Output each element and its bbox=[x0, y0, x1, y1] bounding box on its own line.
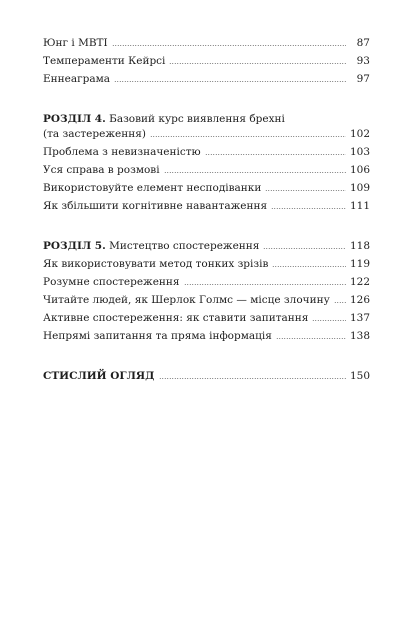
dot-leader bbox=[159, 377, 346, 380]
toc-entry-page: 122 bbox=[349, 276, 370, 288]
toc-entry-page: 109 bbox=[349, 182, 370, 194]
toc-entry-line bbox=[43, 369, 370, 384]
toc-entry-line bbox=[43, 127, 370, 142]
dot-leader bbox=[112, 44, 346, 47]
toc-entry-title: Як збільшити когнітивне навантаження bbox=[43, 200, 268, 212]
dot-leader bbox=[265, 189, 346, 192]
toc-entry-line bbox=[43, 311, 370, 326]
dot-leader bbox=[169, 62, 346, 65]
toc-entry-page: 111 bbox=[349, 200, 370, 212]
dot-leader bbox=[205, 153, 346, 156]
dot-leader bbox=[276, 337, 346, 340]
dot-leader bbox=[114, 80, 346, 83]
dot-leader bbox=[271, 207, 346, 210]
toc-entry-page: 118 bbox=[349, 240, 370, 252]
toc-entry-title: Темпераменти Кейрсі bbox=[43, 55, 166, 67]
toc-entry-line bbox=[43, 275, 370, 290]
toc-entry bbox=[43, 311, 370, 326]
toc-entry-title: Проблема з невизначеністю bbox=[43, 146, 201, 158]
toc-entry-page: 119 bbox=[349, 258, 370, 270]
toc-entry-title: Читайте людей, як Шерлок Голмс — місце злочину bbox=[43, 294, 330, 306]
toc-entry-page: 106 bbox=[349, 164, 370, 176]
toc-entry bbox=[43, 145, 370, 160]
summary-label: СТИСЛИЙ ОГЛЯД bbox=[43, 370, 155, 382]
toc-entry-line bbox=[43, 199, 370, 214]
toc-entry bbox=[43, 36, 370, 51]
toc-entry-title: Як використовувати метод тонких зрізів bbox=[43, 258, 269, 270]
toc-entry-line bbox=[43, 257, 370, 272]
chapter-title-line1: Базовий курс виявлення брехні bbox=[109, 113, 285, 125]
dot-leader bbox=[263, 247, 346, 250]
dot-leader bbox=[272, 265, 346, 268]
toc-entry-line bbox=[43, 181, 370, 196]
toc-entry bbox=[43, 329, 370, 344]
toc-entry-page: 102 bbox=[349, 128, 370, 140]
dot-leader bbox=[184, 283, 346, 286]
toc-entry-page: 126 bbox=[349, 294, 370, 306]
dot-leader bbox=[164, 171, 346, 174]
toc-entry-page: 103 bbox=[349, 146, 370, 158]
toc-group-chapter-5 bbox=[43, 239, 370, 344]
toc-entry bbox=[43, 72, 370, 87]
table-of-contents bbox=[43, 36, 370, 409]
chapter-label: РОЗДІЛ 4. bbox=[43, 113, 106, 125]
toc-entry bbox=[43, 275, 370, 290]
toc-entry-line bbox=[43, 36, 370, 51]
toc-entry bbox=[43, 199, 370, 214]
dot-leader bbox=[150, 135, 346, 138]
toc-entry-line bbox=[43, 54, 370, 69]
toc-chapter-heading-text bbox=[43, 239, 259, 254]
toc-entry-page: 97 bbox=[356, 73, 370, 85]
chapter-title: Мистецтво спостереження bbox=[109, 240, 260, 252]
dot-leader bbox=[312, 319, 346, 322]
dot-leader bbox=[334, 301, 346, 304]
toc-entry-line bbox=[43, 72, 370, 87]
toc-entry-title: Активне спостереження: як ставити запитання bbox=[43, 312, 309, 324]
toc-entry-title: Використовуйте елемент несподіванки bbox=[43, 182, 262, 194]
toc-entry-page: 93 bbox=[356, 55, 370, 67]
toc-entry bbox=[43, 54, 370, 69]
toc-entry-title: Уся справа в розмові bbox=[43, 164, 160, 176]
toc-entry-title: Юнг і MBTI bbox=[43, 37, 108, 49]
toc-entry-title: Непрямі запитання та пряма інформація bbox=[43, 330, 272, 342]
toc-entry bbox=[43, 163, 370, 178]
toc-entry-line bbox=[43, 163, 370, 178]
toc-group-summary bbox=[43, 369, 370, 384]
toc-entry-line bbox=[43, 293, 370, 308]
toc-entry-page: 150 bbox=[349, 370, 370, 382]
chapter-label: РОЗДІЛ 5. bbox=[43, 240, 106, 252]
toc-chapter-heading bbox=[43, 112, 370, 142]
toc-entry-title: Еннеаграма bbox=[43, 73, 111, 85]
toc-entry-page: 137 bbox=[349, 312, 370, 324]
toc-entry bbox=[43, 181, 370, 196]
toc-entry-page: 138 bbox=[349, 330, 370, 342]
chapter-title-line2: (та застереження) bbox=[43, 128, 146, 140]
toc-chapter-heading bbox=[43, 239, 370, 254]
toc-chapter-heading-first-line bbox=[43, 112, 370, 127]
toc-group-chapter-4 bbox=[43, 112, 370, 214]
toc-entry-title: Розумне спостереження bbox=[43, 276, 180, 288]
toc-summary-heading bbox=[43, 369, 370, 384]
toc-entry-page: 87 bbox=[356, 37, 370, 49]
toc-entry-line bbox=[43, 239, 370, 254]
toc-entry-line bbox=[43, 329, 370, 344]
toc-entry bbox=[43, 293, 370, 308]
toc-entry bbox=[43, 257, 370, 272]
toc-entry-line bbox=[43, 145, 370, 160]
toc-group-chapter-3-tail bbox=[43, 36, 370, 87]
